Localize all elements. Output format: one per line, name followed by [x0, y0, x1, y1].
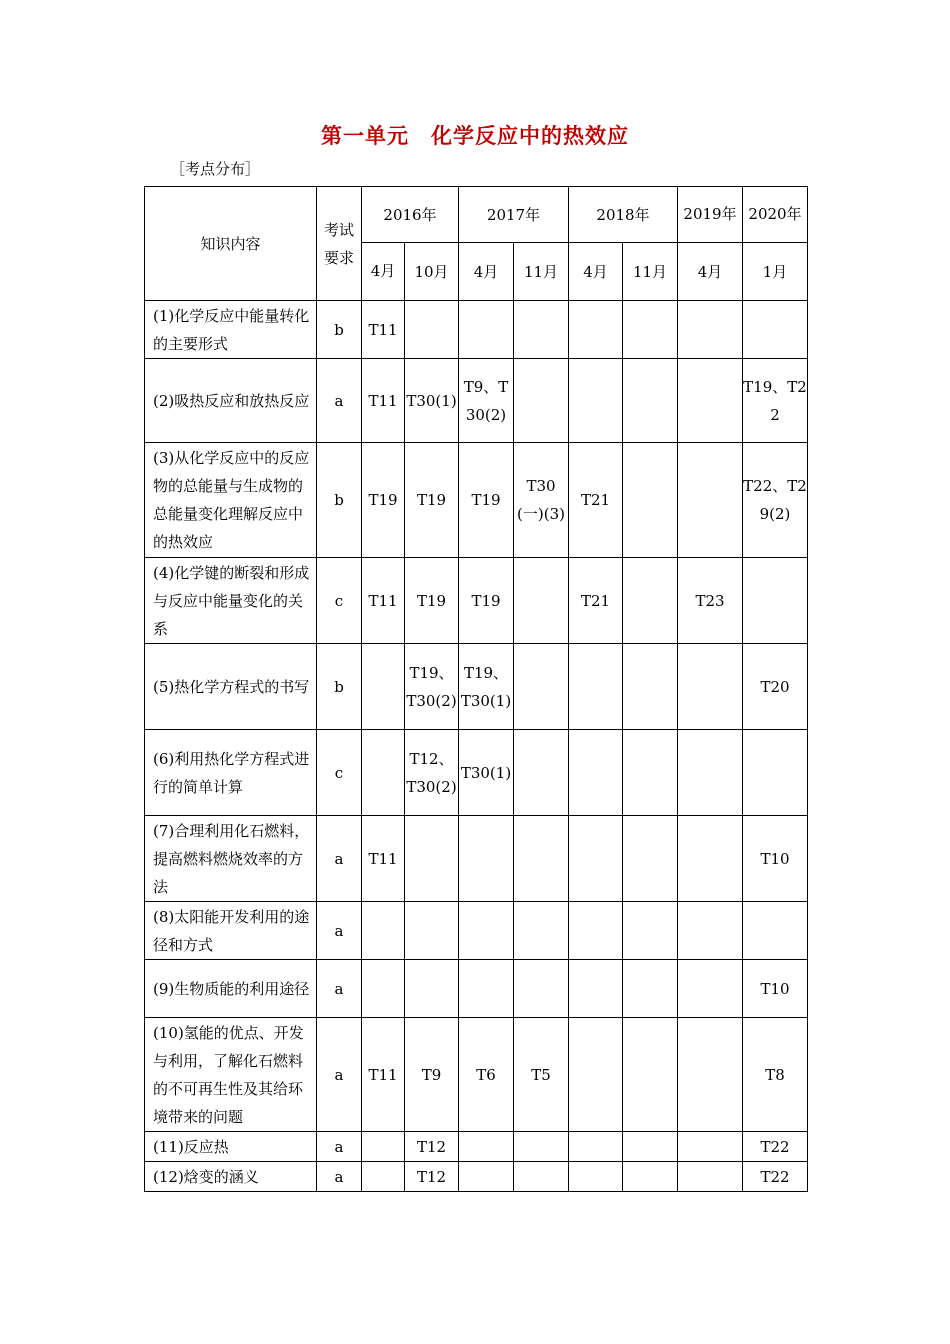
cell-2019-apr [678, 730, 743, 816]
cell-2019-apr [678, 1132, 743, 1162]
requirement-cell: b [317, 644, 362, 730]
cell-2016-apr: T11 [362, 558, 405, 644]
cell-2018-apr [569, 644, 623, 730]
header-month-2016-oct: 10月 [405, 243, 459, 301]
cell-2017-apr: T19、T30(1) [459, 644, 514, 730]
cell-2018-nov [623, 644, 678, 730]
cell-2018-nov [623, 730, 678, 816]
cell-2018-apr [569, 359, 623, 443]
cell-2016-oct: T12 [405, 1132, 459, 1162]
cell-2020-jan [743, 558, 808, 644]
requirement-cell: a [317, 816, 362, 902]
cell-2018-nov [623, 902, 678, 960]
cell-2017-apr: T19 [459, 558, 514, 644]
cell-2020-jan: T8 [743, 1018, 808, 1132]
section-label: ［考点分布］ [170, 160, 261, 178]
cell-2017-apr: T9、T30(2) [459, 359, 514, 443]
requirement-cell: b [317, 301, 362, 359]
header-month-2020-jan: 1月 [743, 243, 808, 301]
cell-2017-nov [514, 816, 569, 902]
cell-2017-nov [514, 558, 569, 644]
cell-2019-apr [678, 902, 743, 960]
cell-2020-jan: T10 [743, 816, 808, 902]
table-row [145, 644, 808, 730]
cell-2016-oct [405, 960, 459, 1018]
table-row [145, 902, 808, 960]
cell-2019-apr [678, 1018, 743, 1132]
cell-2017-nov [514, 730, 569, 816]
cell-2019-apr [678, 960, 743, 1018]
cell-2020-jan: T22 [743, 1132, 808, 1162]
cell-2016-apr [362, 730, 405, 816]
header-month-2016-apr: 4月 [362, 243, 405, 301]
cell-2018-apr [569, 730, 623, 816]
header-month-2018-nov: 11月 [623, 243, 678, 301]
header-requirement: 考试要求 [317, 187, 362, 301]
header-row-years [145, 187, 808, 243]
header-year-2017: 2017年 [459, 187, 569, 243]
cell-2018-apr [569, 1162, 623, 1192]
cell-2018-nov [623, 359, 678, 443]
cell-2016-oct: T12、T30(2) [405, 730, 459, 816]
requirement-cell: a [317, 1162, 362, 1192]
exam-distribution-table [144, 186, 808, 1192]
cell-2016-oct: T19 [405, 558, 459, 644]
cell-2020-jan: T19、T22 [743, 359, 808, 443]
header-year-2019: 2019年 [678, 187, 743, 243]
table-row [145, 730, 808, 816]
cell-2017-apr: T6 [459, 1018, 514, 1132]
cell-2017-nov [514, 1132, 569, 1162]
knowledge-cell: (11)反应热 [145, 1132, 317, 1162]
cell-2018-nov [623, 558, 678, 644]
cell-2017-nov [514, 1162, 569, 1192]
knowledge-cell: (4)化学键的断裂和形成与反应中能量变化的关系 [145, 558, 317, 644]
requirement-cell: a [317, 960, 362, 1018]
table-row [145, 1162, 808, 1192]
cell-2016-apr [362, 644, 405, 730]
cell-2019-apr: T23 [678, 558, 743, 644]
cell-2019-apr [678, 301, 743, 359]
cell-2016-oct: T19 [405, 443, 459, 558]
knowledge-cell: (2)吸热反应和放热反应 [145, 359, 317, 443]
cell-2018-apr [569, 816, 623, 902]
cell-2020-jan: T10 [743, 960, 808, 1018]
requirement-cell: a [317, 1018, 362, 1132]
header-month-2017-apr: 4月 [459, 243, 514, 301]
cell-2017-apr [459, 1162, 514, 1192]
cell-2018-nov [623, 443, 678, 558]
knowledge-cell: (12)焓变的涵义 [145, 1162, 317, 1192]
cell-2018-apr [569, 301, 623, 359]
cell-2016-apr [362, 1132, 405, 1162]
cell-2016-apr: T11 [362, 1018, 405, 1132]
cell-2016-oct: T19、T30(2) [405, 644, 459, 730]
cell-2017-apr: T19 [459, 443, 514, 558]
cell-2020-jan: T20 [743, 644, 808, 730]
cell-2017-apr [459, 1132, 514, 1162]
knowledge-cell: (5)热化学方程式的书写 [145, 644, 317, 730]
cell-2020-jan: T22 [743, 1162, 808, 1192]
header-year-2020: 2020年 [743, 187, 808, 243]
cell-2016-oct: T9 [405, 1018, 459, 1132]
knowledge-cell: (9)生物质能的利用途径 [145, 960, 317, 1018]
cell-2017-apr [459, 960, 514, 1018]
cell-2020-jan: T22、T29(2) [743, 443, 808, 558]
knowledge-cell: (7)合理利用化石燃料，提高燃料燃烧效率的方法 [145, 816, 317, 902]
header-year-2016: 2016年 [362, 187, 459, 243]
cell-2017-nov [514, 960, 569, 1018]
knowledge-cell: (3)从化学反应中的反应物的总能量与生成物的总能量变化理解反应中的热效应 [145, 443, 317, 558]
cell-2017-nov: T30(一)(3) [514, 443, 569, 558]
table-row [145, 359, 808, 443]
knowledge-cell: (10)氢能的优点、开发与利用，了解化石燃料的不可再生性及其给环境带来的问题 [145, 1018, 317, 1132]
header-month-2017-nov: 11月 [514, 243, 569, 301]
knowledge-cell: (1)化学反应中能量转化的主要形式 [145, 301, 317, 359]
cell-2016-oct [405, 902, 459, 960]
requirement-cell: a [317, 1132, 362, 1162]
cell-2018-apr: T21 [569, 443, 623, 558]
table-row [145, 558, 808, 644]
cell-2017-nov [514, 644, 569, 730]
cell-2018-nov [623, 960, 678, 1018]
cell-2016-oct [405, 816, 459, 902]
page-title: 第一单元 化学反应中的热效应 [321, 123, 629, 148]
cell-2016-apr: T19 [362, 443, 405, 558]
cell-2018-apr [569, 902, 623, 960]
cell-2018-nov [623, 1132, 678, 1162]
requirement-cell: a [317, 902, 362, 960]
cell-2017-apr: T30(1) [459, 730, 514, 816]
cell-2017-apr [459, 301, 514, 359]
cell-2017-nov [514, 902, 569, 960]
table-row [145, 301, 808, 359]
cell-2018-apr: T21 [569, 558, 623, 644]
cell-2016-apr [362, 960, 405, 1018]
cell-2020-jan [743, 301, 808, 359]
cell-2017-apr [459, 902, 514, 960]
table-row [145, 1132, 808, 1162]
cell-2017-nov: T5 [514, 1018, 569, 1132]
cell-2016-apr: T11 [362, 816, 405, 902]
knowledge-cell: (6)利用热化学方程式进行的简单计算 [145, 730, 317, 816]
header-knowledge: 知识内容 [145, 187, 317, 301]
requirement-cell: b [317, 443, 362, 558]
cell-2016-apr [362, 902, 405, 960]
cell-2018-nov [623, 1162, 678, 1192]
cell-2019-apr [678, 816, 743, 902]
header-month-2018-apr: 4月 [569, 243, 623, 301]
table-row [145, 1018, 808, 1132]
cell-2020-jan [743, 902, 808, 960]
cell-2018-nov [623, 816, 678, 902]
cell-2018-nov [623, 301, 678, 359]
cell-2016-apr: T11 [362, 301, 405, 359]
cell-2019-apr [678, 359, 743, 443]
cell-2017-apr [459, 816, 514, 902]
header-year-2018: 2018年 [569, 187, 678, 243]
cell-2017-nov [514, 359, 569, 443]
cell-2018-apr [569, 1018, 623, 1132]
header-month-2019-apr: 4月 [678, 243, 743, 301]
cell-2019-apr [678, 644, 743, 730]
cell-2017-nov [514, 301, 569, 359]
requirement-cell: a [317, 359, 362, 443]
requirement-cell: c [317, 558, 362, 644]
cell-2016-apr [362, 1162, 405, 1192]
cell-2016-oct: T12 [405, 1162, 459, 1192]
table-row [145, 443, 808, 558]
cell-2019-apr [678, 1162, 743, 1192]
cell-2018-nov [623, 1018, 678, 1132]
requirement-cell: c [317, 730, 362, 816]
cell-2018-apr [569, 960, 623, 1018]
knowledge-cell: (8)太阳能开发利用的途径和方式 [145, 902, 317, 960]
cell-2018-apr [569, 1132, 623, 1162]
table-row [145, 960, 808, 1018]
cell-2016-oct: T30(1) [405, 359, 459, 443]
cell-2016-oct [405, 301, 459, 359]
cell-2020-jan [743, 730, 808, 816]
table-row [145, 816, 808, 902]
cell-2016-apr: T11 [362, 359, 405, 443]
cell-2019-apr [678, 443, 743, 558]
